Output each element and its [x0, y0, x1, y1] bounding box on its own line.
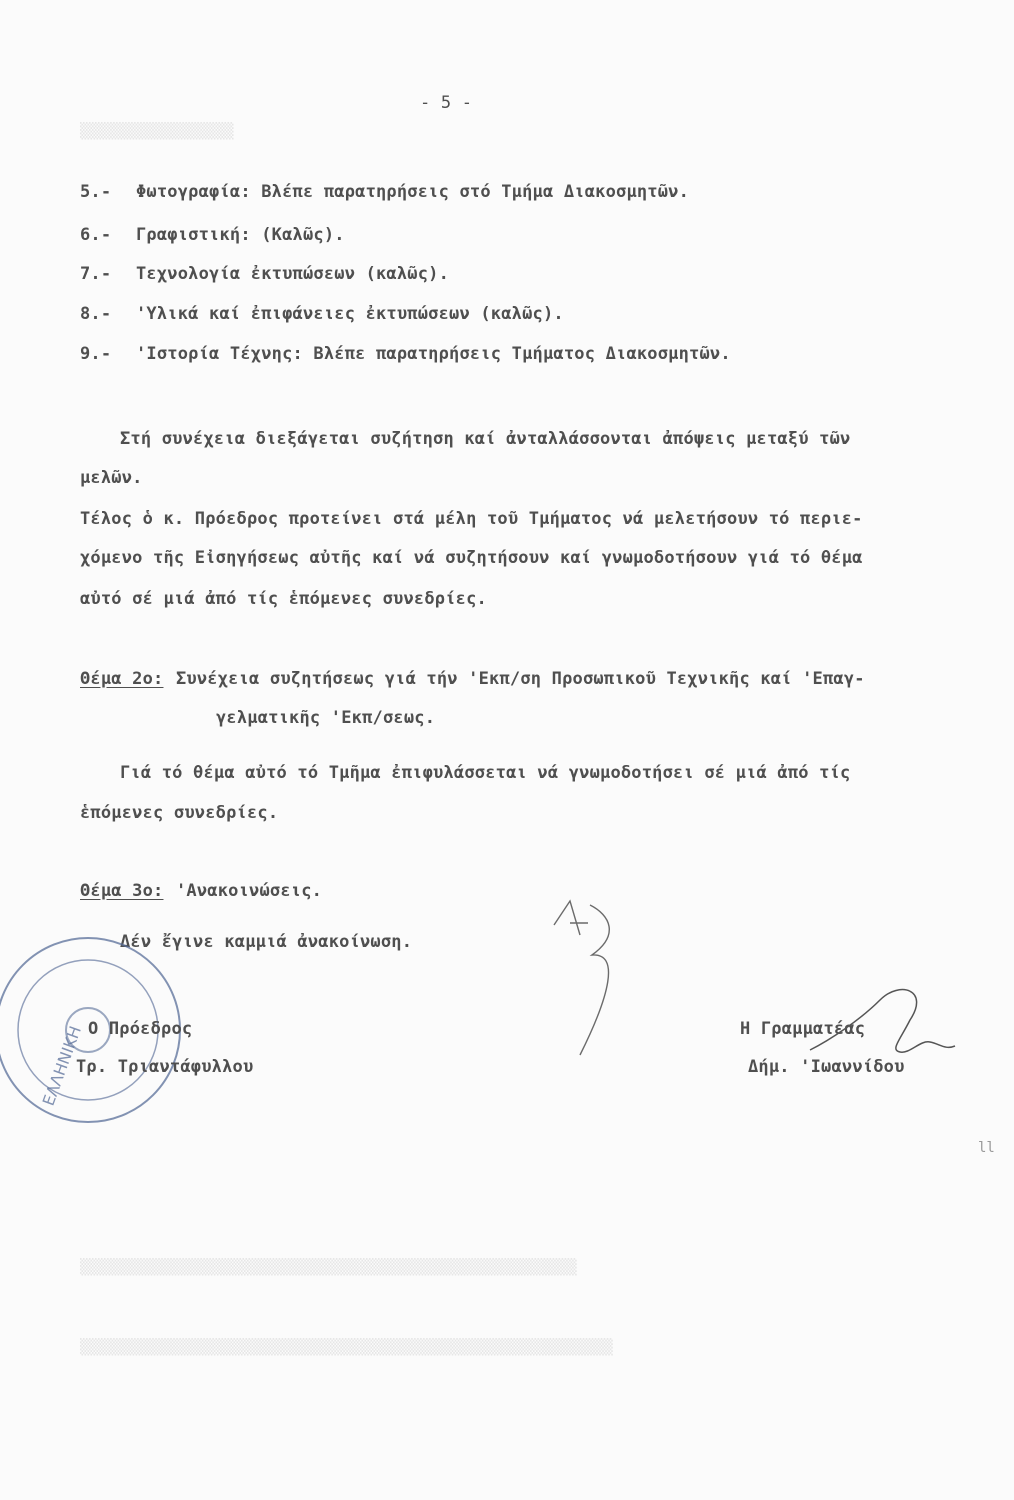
topic-2-text: Συνέχεια συζητήσεως γιά τήν 'Εκπ/ση Προσωπικοῦ Τεχνικῆς καί 'Επαγ-	[176, 669, 865, 689]
paragraph-line: Στή συνέχεια διεξάγεται συζήτηση καί ἀνταλλάσσονται ἀπόψεις μεταξύ τῶν	[120, 429, 851, 449]
svg-text:ΕΛΛΗΝΙΚΗ: ΕΛΛΗΝΙΚΗ	[38, 1023, 86, 1109]
list-item-text: Φωτογραφία: Βλέπε παρατηρήσεις στό Τμήμα Διακοσμητῶν.	[136, 182, 690, 202]
left-signature-name: Τρ. Τριαντάφυλλου	[76, 1057, 254, 1077]
bleed-through-text: ▒▒▒▒▒▒▒▒▒▒▒▒▒▒▒▒▒▒▒▒▒▒▒▒▒▒▒▒▒▒▒▒▒▒▒▒▒▒▒▒▒▒▒▒▒▒▒▒▒▒▒▒▒▒▒	[80, 1258, 577, 1276]
list-item-text: Γραφιστική: (Καλῶς).	[136, 225, 345, 245]
list-item-text: Τεχνολογία ἐκτυπώσεων (καλῶς).	[136, 264, 450, 284]
topic-3-label: Θέμα 3ο:	[80, 881, 164, 901]
secretary-signature-icon	[800, 980, 960, 1070]
paragraph-line: Γιά τό θέμα αὐτό τό Τμῆμα ἐπιφυλάσσεται νά γνωμοδοτήσει σέ μιά ἀπό τίς	[120, 763, 851, 783]
right-signature-title: Η Γραμματέας	[740, 1019, 866, 1039]
paragraph-line: Τέλος ὁ κ. Πρόεδρος προτείνει στά μέλη τοῦ Τμήματος νά μελετήσουν τό περιε-	[80, 509, 863, 529]
list-item-text: 'Ιστορία Τέχνης: Βλέπε παρατηρήσεις Τμήματος Διακοσμητῶν.	[136, 344, 731, 364]
list-item-text: 'Υλικά καί ἐπιφάνειες ἐκτυπώσεων (καλῶς).	[136, 304, 564, 324]
topic-2-label: Θέμα 2ο:	[80, 669, 164, 689]
paragraph-line: αὐτό σέ μιά ἀπό τίς ἑπόμενες συνεδρίες.	[80, 589, 487, 609]
margin-mark: ll	[978, 1140, 995, 1156]
announcement-text: Δέν ἔγινε καμμιά ἀνακοίνωση.	[120, 932, 413, 952]
bleed-through-text: ▒▒▒▒▒▒▒▒▒▒▒▒▒▒▒▒▒	[80, 122, 234, 140]
topic-3-text: 'Ανακοινώσεις.	[176, 881, 323, 901]
list-item-number: 7.-	[80, 264, 112, 284]
page-number: - 5 -	[420, 93, 473, 113]
topic-2-text: γελματικῆς 'Εκπ/σεως.	[216, 708, 436, 728]
paragraph-line: χόμενο τῆς Εἰσηγήσεως αὐτῆς καί νά συζητήσουν καί γνωμοδοτήσουν γιά τό θέμα	[80, 548, 863, 568]
left-signature-title: Ο Πρόεδρος	[88, 1019, 193, 1039]
initials-signature-icon	[540, 895, 630, 1065]
list-item-number: 9.-	[80, 344, 112, 364]
list-item-number: 5.-	[80, 182, 112, 202]
right-signature-name: Δήμ. 'Ιωαννίδου	[748, 1057, 905, 1077]
bleed-through-text: ▒▒▒▒▒▒▒▒▒▒▒▒▒▒▒▒▒▒▒▒▒▒▒▒▒▒▒▒▒▒▒▒▒▒▒▒▒▒▒▒▒▒▒▒▒▒▒▒▒▒▒▒▒▒▒▒▒▒▒	[80, 1338, 613, 1356]
paragraph-line: μελῶν.	[80, 468, 143, 488]
list-item-number: 8.-	[80, 304, 112, 324]
list-item-number: 6.-	[80, 225, 112, 245]
paragraph-line: ἑπόμενες συνεδρίες.	[80, 803, 279, 823]
